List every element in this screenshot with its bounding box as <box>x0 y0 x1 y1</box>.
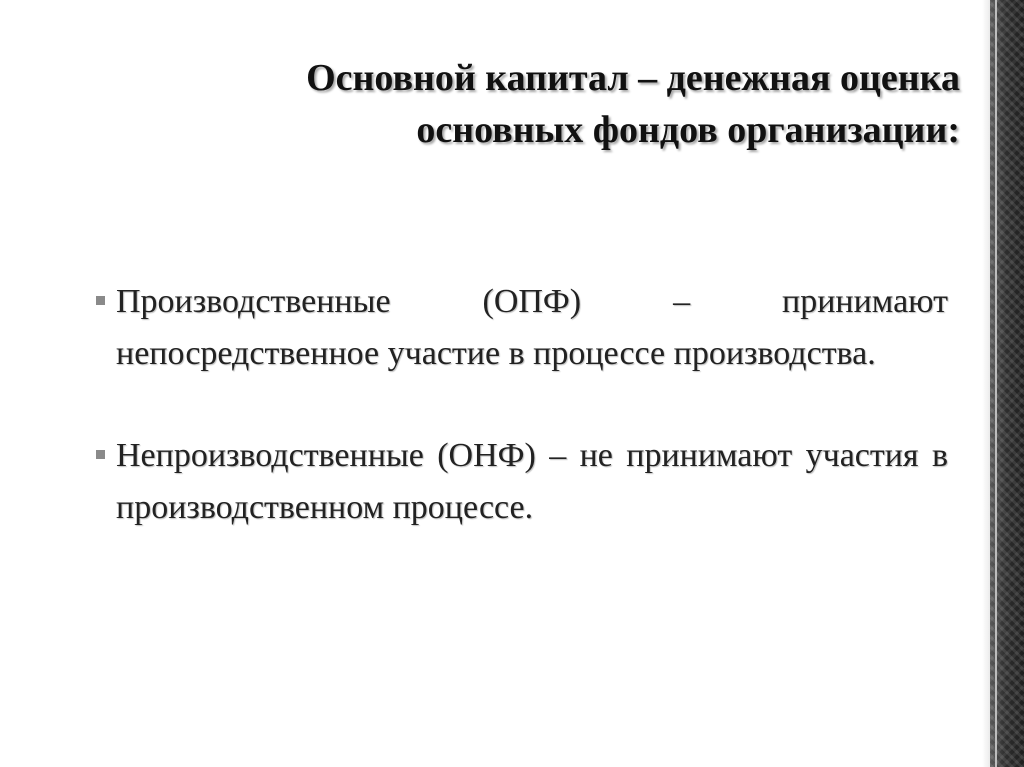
bullet-text: Непроизводственные (ОНФ) – не принимают участия в производственном процессе. <box>116 437 948 526</box>
edge-shadow <box>982 0 990 767</box>
slide-title-line-2: основных фондов организации: <box>416 109 960 151</box>
slide-title <box>140 52 960 156</box>
bullet-item-non-production-assets <box>94 430 948 534</box>
bullet-item-production-assets <box>94 276 948 380</box>
edge-divider-line <box>995 0 997 767</box>
bullet-text: Производственные (ОПФ) – принимают непосредственное участие в процессе производства. <box>116 283 948 372</box>
bullet-list <box>94 276 948 534</box>
square-bullet-icon <box>96 450 105 459</box>
slide-title-line-1: Основной капитал – денежная оценка <box>306 57 960 99</box>
square-bullet-icon <box>96 296 105 305</box>
